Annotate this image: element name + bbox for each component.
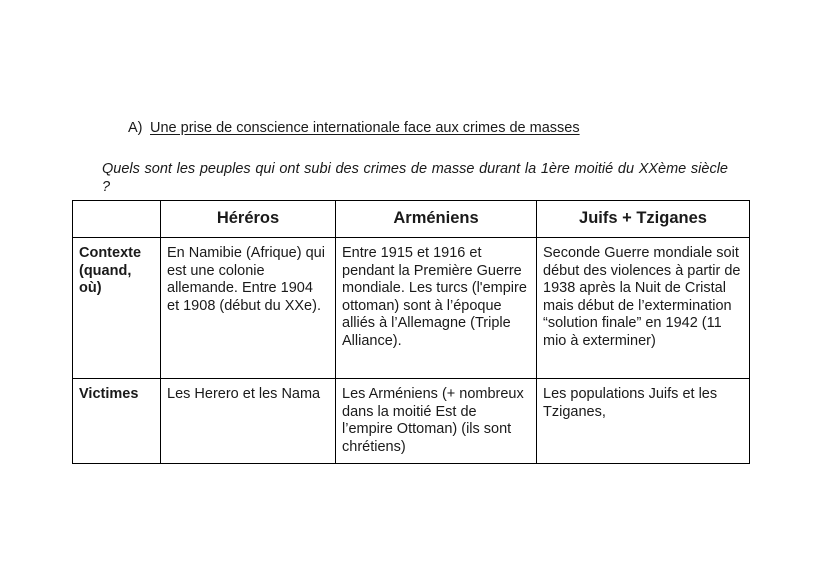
question-text: Quels sont les peuples qui ont subi des crimes de masse durant la 1ère moitié du XXème siècle ? (102, 161, 728, 195)
row-label-contexte: Contexte (quand, où) (73, 238, 161, 379)
cell-victimes-hereros: Les Herero et les Nama (161, 379, 336, 464)
cell-contexte-juifs-tziganes: Seconde Guerre mondiale soit début des violences à partir de 1938 après la Nuit de Cristal mais début de l’extermination “solution finale” en 1942 (11 mio à exterminer) (537, 238, 750, 379)
section-marker: A) (128, 120, 143, 136)
cell-contexte-armeniens: Entre 1915 et 1916 et pendant la Première Guerre mondiale. Les turcs (l'empire ottoman) sont à l’époque alliés à l’Allemagne (Triple Alliance). (336, 238, 537, 379)
row-label-victimes: Victimes (73, 379, 161, 464)
cell-contexte-hereros: En Namibie (Afrique) qui est une colonie allemande. Entre 1904 et 1908 (début du XXe). (161, 238, 336, 379)
header-armeniens: Arméniens (336, 201, 537, 238)
section-title: Une prise de conscience internationale face aux crimes de masses (150, 120, 580, 136)
comparison-table (72, 200, 750, 464)
header-empty-cell (73, 201, 161, 238)
header-hereros: Héréros (161, 201, 336, 238)
cell-victimes-juifs-tziganes: Les populations Juifs et les Tziganes, (537, 379, 750, 464)
table-row-contexte (73, 238, 750, 379)
table-header-row (73, 201, 750, 238)
section-heading (128, 120, 580, 136)
cell-victimes-armeniens: Les Arméniens (+ nombreux dans la moitié Est de l’empire Ottoman) (ils sont chrétiens) (336, 379, 537, 464)
header-juifs-tziganes: Juifs + Tziganes (537, 201, 750, 238)
table-row-victimes (73, 379, 750, 464)
